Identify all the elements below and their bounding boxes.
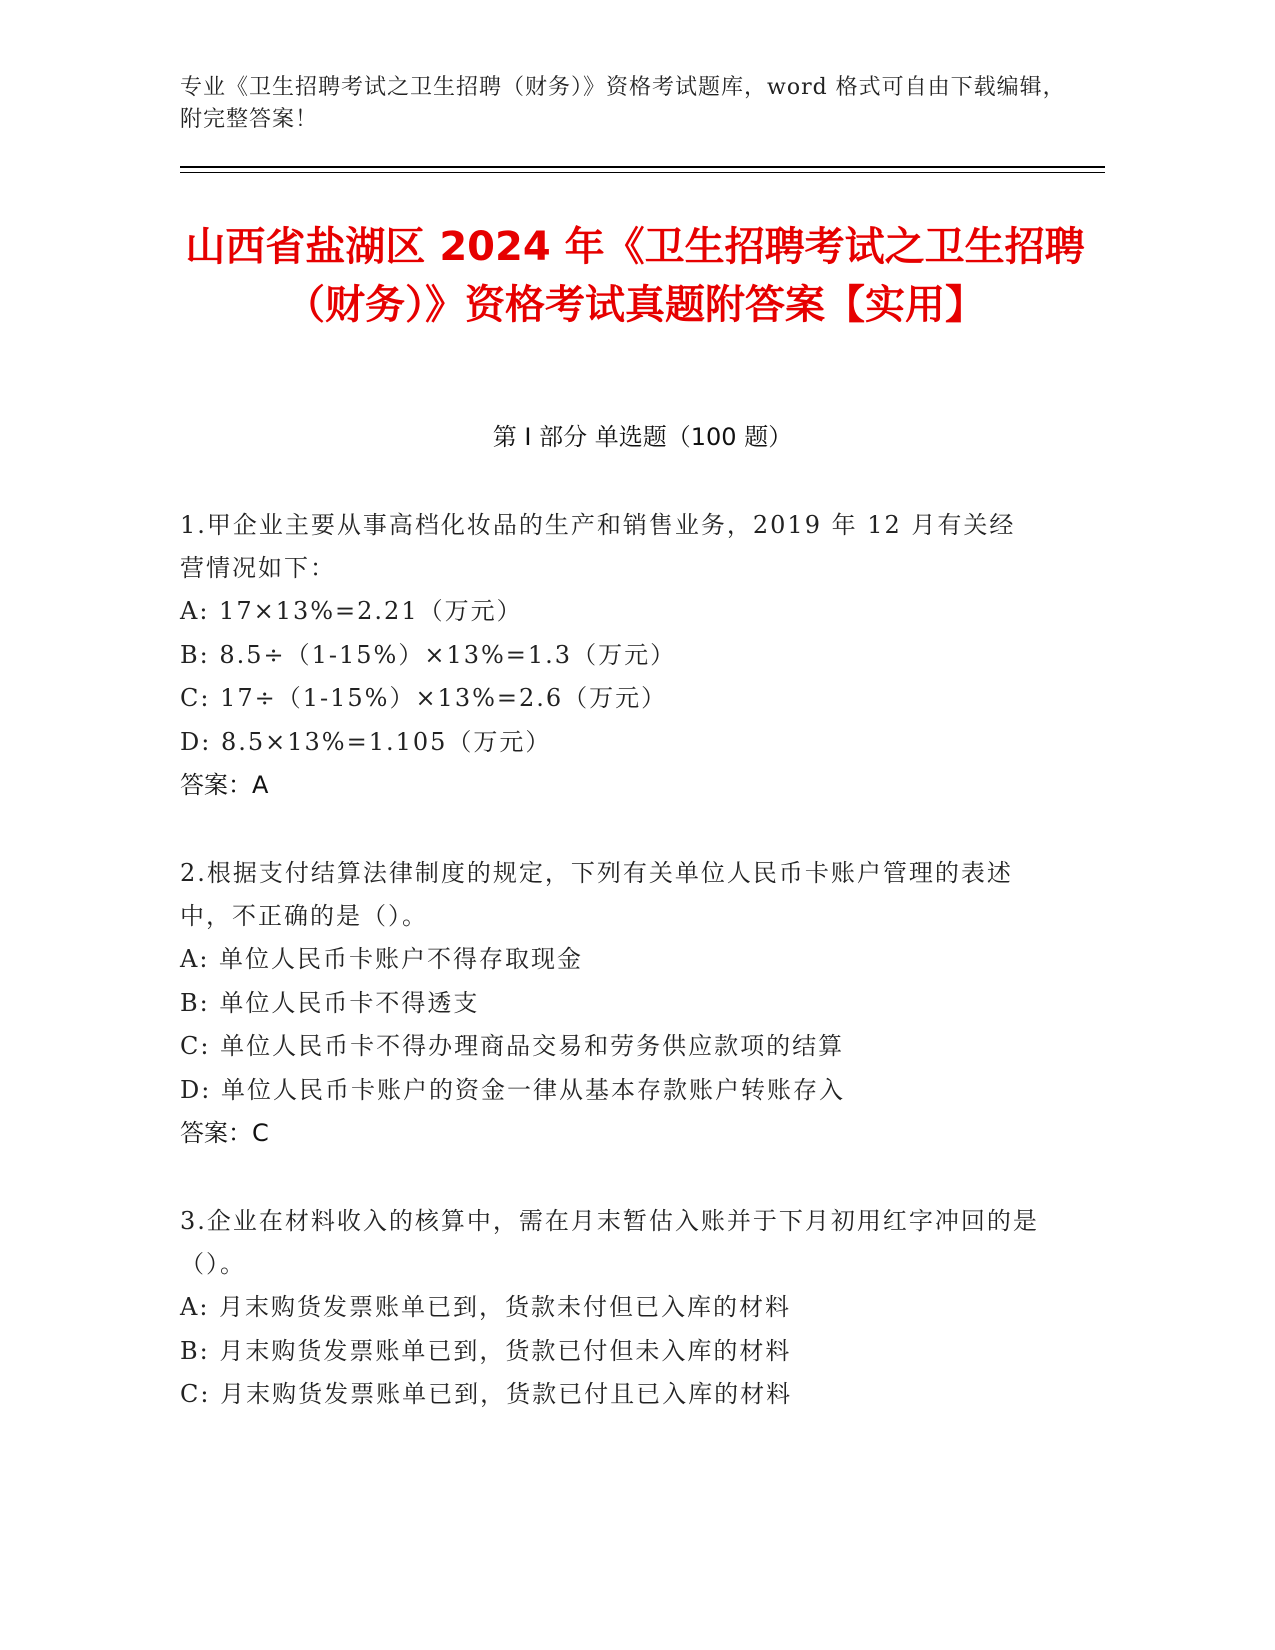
option-c: C: 月末购货发票账单已到，货款已付且已入库的材料 [180,1380,793,1408]
document-title: 山西省盐湖区 2024 年《卫生招聘考试之卫生招聘（财务）》资格考试真题附答案【实用】 [185,224,1085,328]
question-2 [180,852,1040,1155]
option-a: A: 17×13%=2.21（万元） [180,597,523,625]
option-b: B: 月末购货发票账单已到，货款已付但未入库的材料 [180,1336,792,1365]
option-d: D: 8.5×13%=1.105（万元） [180,727,552,756]
header-rule-thin [180,172,1105,173]
option-a: A: 单位人民币卡账户不得存取现金 [180,945,584,973]
option-b: B: 单位人民币卡不得透支 [180,988,480,1017]
header-rule-thick [180,166,1105,168]
answer: 答案：C [180,1119,269,1147]
section-title: 第 I 部分 单选题（100 题） [492,423,793,451]
question-stem: 1.甲企业主要从事高档化妆品的生产和销售业务，2019 年 12 月有关经营情况如下： [180,511,1016,582]
option-c: C: 单位人民币卡不得办理商品交易和劳务供应款项的结算 [180,1032,845,1060]
header-note: 专业《卫生招聘考试之卫生招聘（财务）》资格考试题库，word 格式可自由下载编辑，附完整答案！ [180,75,1066,132]
option-b: B: 8.5÷（1-15%）×13%=1.3（万元） [180,640,677,669]
option-c: C: 17÷（1-15%）×13%=2.6（万元） [180,684,668,712]
question-stem: 3.企业在材料收入的核算中，需在月末暂估入账并于下月初用红字冲回的是（）。 [180,1207,1039,1278]
question-1 [180,504,1040,807]
question-stem: 2.根据支付结算法律制度的规定，下列有关单位人民币卡账户管理的表述中，不正确的是（）。 [180,859,1013,930]
question-3 [180,1200,1040,1417]
option-a: A: 月末购货发票账单已到，货款未付但已入库的材料 [180,1293,792,1321]
answer: 答案：A [180,771,269,799]
option-d: D: 单位人民币卡账户的资金一律从基本存款账户转账存入 [180,1075,845,1104]
